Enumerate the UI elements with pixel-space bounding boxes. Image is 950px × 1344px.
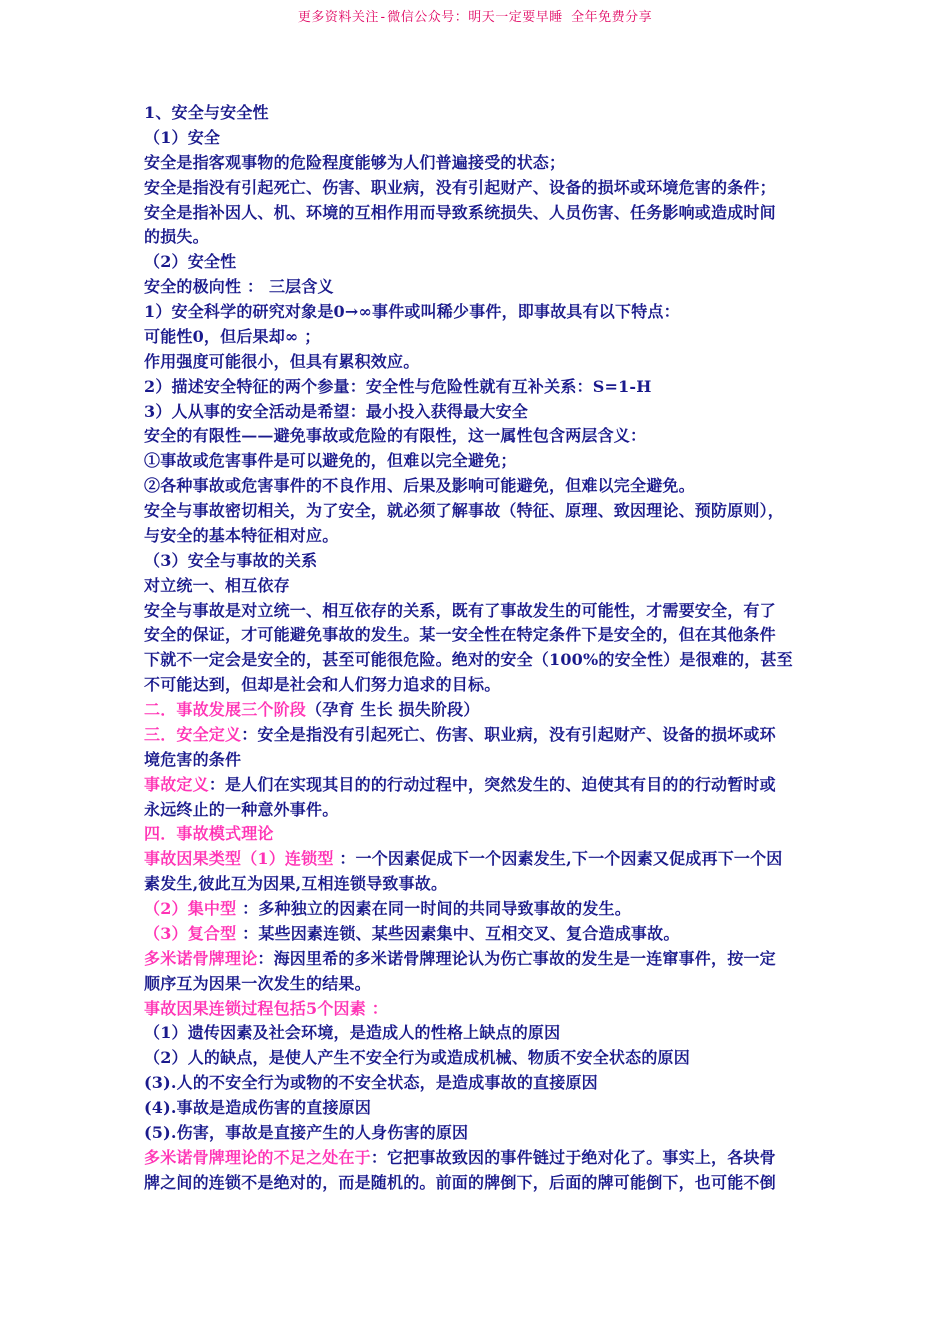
highlight-term: （2）集中型 <box>144 899 237 918</box>
text-line <box>144 698 814 723</box>
text-span: ：是人们在实现其目的的行动过程中，突然发生的、迫使其有目的的行动暂时或 <box>208 774 776 794</box>
text-line <box>144 947 814 972</box>
text-line <box>144 723 814 748</box>
text-line: (5).伤害，事故是直接产生的人身伤害的原因 <box>144 1122 469 1142</box>
text-line: （2）人的缺点，是使人产生不安全行为或造成机械、物质不安全状态的原因 <box>144 1048 690 1068</box>
text-line: 下就不一定会是安全的，甚至可能很危险。绝对的安全（100%的安全性）是很难的，甚至 <box>144 650 793 670</box>
text-line: 的损失。 <box>144 227 209 247</box>
text-line: 永远终止的一种意外事件。 <box>144 799 339 819</box>
text-line: 安全是指客观事物的危险程度能够为人们普遍接受的状态； <box>144 152 566 172</box>
text-line: ①事故或危害事件是可以避免的，但难以完全避免； <box>144 451 517 471</box>
text-line: 安全与事故是对立统一、相互依存的关系，既有了事故发生的可能性，才需要安全，有了 <box>144 600 776 620</box>
text-line: 1）安全科学的研究对象是0→∞事件或叫稀少事件，即事故具有以下特点： <box>144 302 680 321</box>
text-line <box>144 922 814 947</box>
text-span: ：安全是指没有引起死亡、伤害、职业病，没有引起财产、设备的损坏或环 <box>241 724 776 744</box>
text-span: ：某些因素连锁、某些因素集中、互相交叉、复合造成事故。 <box>236 923 680 943</box>
text-line <box>144 897 814 922</box>
text-line <box>144 1146 814 1171</box>
text-line: 2）描述安全特征的两个参量：安全性与危险性就有互补关系：S=1-H <box>144 376 652 396</box>
text-line: 牌之间的连锁不是绝对的，而是随机的。前面的牌倒下，后面的牌可能倒下，也可能不倒 <box>144 1172 776 1192</box>
text-line <box>144 773 814 798</box>
text-span: ：海因里希的多米诺骨牌理论认为伤亡事故的发生是一连窜事件，按一定 <box>257 948 776 968</box>
text-line: 安全的保证，才可能避免事故的发生。某一安全性在特定条件下是安全的，但在其他条件 <box>144 625 776 645</box>
section-heading: 1、安全与安全性 <box>144 103 269 122</box>
text-line: (3).人的不安全行为或物的不安全状态，是造成事故的直接原因 <box>144 1073 598 1093</box>
highlight-heading: 事故因果连锁过程包括5个因素 ： <box>144 998 388 1018</box>
text-span: ：一个因素促成下一个因素发生,下一个因素又促成再下一个因 <box>333 849 783 869</box>
text-line: 3）人从事的安全活动是希望：最小投入获得最大安全 <box>144 401 528 421</box>
text-line: 素发生,彼此互为因果,互相连锁导致事故。 <box>144 874 448 894</box>
text-line <box>144 847 814 872</box>
text-line: （1）遗传因素及社会环境，是造成人的性格上缺点的原因 <box>144 1023 561 1043</box>
text-line: 对立统一、相互依存 <box>144 575 290 595</box>
subheading: （3）安全与事故的关系 <box>144 550 318 570</box>
highlight-term: 三．安全定义 <box>144 724 242 744</box>
text-line: (4).事故是造成伤害的直接原因 <box>144 1098 372 1117</box>
subheading: （1）安全 <box>144 127 221 147</box>
document-body <box>144 101 814 1196</box>
text-span: ：多种独立的因素在同一时间的共同导致事故的发生。 <box>236 899 631 918</box>
subheading: （2）安全性 <box>144 252 237 272</box>
highlight-term: 事故因果类型（1）连锁型 <box>144 849 334 869</box>
text-line: 安全是指补因人、机、环境的互相作用而导致系统损失、人员伤害、任务影响或造成时间 <box>144 202 776 222</box>
text-line: 安全的极向性 ： 三层含义 <box>144 277 334 297</box>
highlight-heading: 四．事故模式理论 <box>144 824 274 844</box>
text-line: 安全的有限性——避免事故或危险的有限性，这一属性包含两层含义： <box>144 426 647 446</box>
text-line: 境危害的条件 <box>144 749 242 769</box>
text-span: （孕育 生长 损失阶段） <box>306 700 480 719</box>
highlight-term: 多米诺骨牌理论的不足之处在于 <box>144 1147 371 1167</box>
text-line: 安全是指没有引起死亡、伤害、职业病，没有引起财产、设备的损坏或环境危害的条件； <box>144 177 776 197</box>
text-span: ：它把事故致因的事件链过于绝对化了。事实上，各块骨 <box>370 1147 776 1167</box>
text-line: 顺序互为因果一次发生的结果。 <box>144 973 371 993</box>
text-line: 不可能达到，但却是社会和人们努力追求的目标。 <box>144 675 501 695</box>
text-line: 可能性0，但后果却∞ ； <box>144 326 321 346</box>
text-line: 安全与事故密切相关，为了安全，就必须了解事故（特征、原理、致因理论、预防原则）， <box>144 501 785 520</box>
page-header-promo: 更多资料关注-微信公众号：明天一定要早睡 全年免费分享 <box>297 10 653 25</box>
text-line: 作用强度可能很小，但具有累积效应。 <box>144 351 420 371</box>
highlight-term: 多米诺骨牌理论 <box>144 948 258 968</box>
text-line: 与安全的基本特征相对应。 <box>144 525 339 545</box>
text-line: ②各种事故或危害事件的不良作用、后果及影响可能避免，但难以完全避免。 <box>144 476 695 496</box>
highlight-term: （3）复合型 <box>144 923 237 943</box>
highlight-term: 事故定义 <box>144 774 209 794</box>
highlight-term: 二．事故发展三个阶段 <box>144 700 307 719</box>
